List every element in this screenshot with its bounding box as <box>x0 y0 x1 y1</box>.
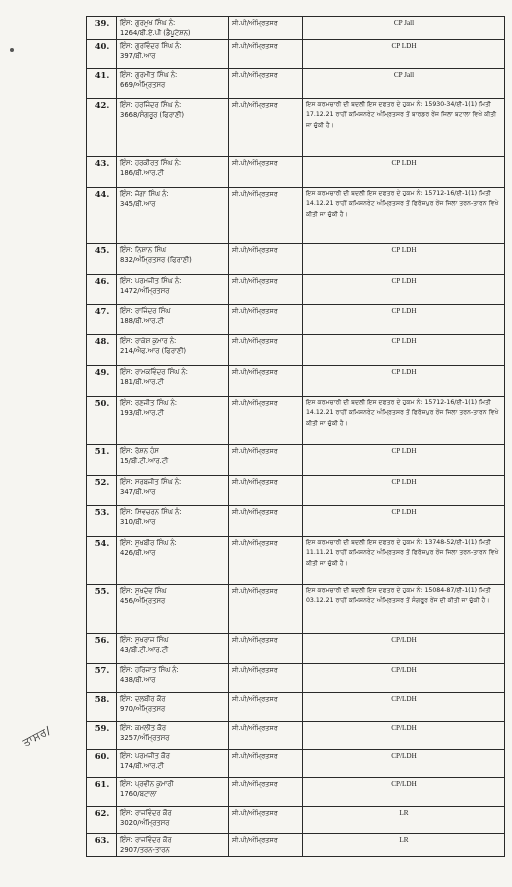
allotted-district: LR <box>303 807 505 834</box>
allotted-district: CP/LDH <box>303 778 505 807</box>
allotted-district: CP/LDH <box>303 664 505 693</box>
posting-cell: ਸੀ.ਪੀ/ਅੰਮ੍ਰਿਤਸਰ <box>229 750 303 778</box>
officer-name-cell <box>117 476 229 506</box>
officer-number: 186/ਬੀ.ਆਰ.ਟੀ <box>120 169 164 177</box>
table-row <box>87 834 505 857</box>
officer-number: 15/ਬੀ.ਟੀ.ਆਰ.ਟੀ <box>120 457 169 465</box>
officer-number: 214/ਐਫ.ਆਰ (ਫਿਰਾਣੀ) <box>120 347 187 355</box>
serial-number: 44. <box>87 188 117 244</box>
posting-cell: ਸੀ.ਪੀ/ਅੰਮ੍ਰਿਤਸਰ <box>229 17 303 40</box>
handwritten-margin-note: ਤਾਸਰ/ <box>20 723 54 750</box>
officer-number: 193/ਬੀ.ਆਰ.ਟੀ <box>120 409 164 417</box>
allotted-district: CP LDH <box>303 506 505 537</box>
serial-number: 54. <box>87 537 117 585</box>
posting-cell: ਸੀ.ਪੀ/ਅੰਮ੍ਰਿਤਸਰ <box>229 305 303 335</box>
table-row <box>87 335 505 366</box>
serial-number: 61. <box>87 778 117 807</box>
allotted-district: CP LDH <box>303 305 505 335</box>
transfer-table-body <box>87 17 505 857</box>
table-row <box>87 807 505 834</box>
officer-name: ਇੰਸ: ਹਰਿਜਾਤ ਸਿੰਘ ਨੰ: <box>120 666 179 674</box>
table-row <box>87 585 505 634</box>
officer-name-cell <box>117 366 229 397</box>
officer-name-cell <box>117 244 229 275</box>
officer-number: 181/ਬੀ.ਆਰ.ਟੀ <box>120 378 164 386</box>
officer-name-cell <box>117 664 229 693</box>
officer-name-cell <box>117 693 229 722</box>
posting-cell: ਸੀ.ਪੀ/ਅੰਮ੍ਰਿਤਸਰ <box>229 506 303 537</box>
posting-cell: ਸੀ.ਪੀ/ਅੰਮ੍ਰਿਤਸਰ <box>229 778 303 807</box>
officer-name-cell <box>117 335 229 366</box>
transfer-remark: ਇਸ ਕਰਮਚਾਰੀ ਦੀ ਬਦਲੀ ਇਸ ਦਫਤਰ ਦੇ ਹੁਕਮ ਨੰ: 15930-34/ਈ-1(1) ਮਿਤੀ 17.12.21 ਰਾਹੀਂ ਕਮਿਸ਼ਨਰੇਟ ਅੰਮ੍ਰਿਤਸਰ ਤੋਂ ਬਾਰਡਰ ਰੇਂਜ ਜਿਲਾ ਬਟਾਲਾ ਵਿਖੇ ਕੀਤੀ ਜਾ ਚੁੱਕੀ ਹੈ। <box>303 99 505 157</box>
table-row <box>87 397 505 445</box>
officer-name: ਇੰਸ: ਗੁਰਮੁਖ ਸਿੰਘ ਨੰ: <box>120 19 176 27</box>
officer-name: ਇੰਸ: ਸੁਖਦੇਵ ਸਿੰਘ <box>120 587 167 595</box>
posting-cell: ਸੀ.ਪੀ/ਅੰਮ੍ਰਿਤਸਰ <box>229 537 303 585</box>
posting-cell: ਸੀ.ਪੀ/ਅੰਮ੍ਰਿਤਸਰ <box>229 585 303 634</box>
serial-number: 49. <box>87 366 117 397</box>
table-row <box>87 99 505 157</box>
posting-cell: ਸੀ.ਪੀ/ਅੰਮ੍ਰਿਤਸਰ <box>229 188 303 244</box>
allotted-district: CP LDH <box>303 335 505 366</box>
posting-cell: ਸੀ.ਪੀ/ਅੰਮ੍ਰਿਤਸਰ <box>229 275 303 305</box>
posting-cell: ਸੀ.ਪੀ/ਅੰਮ੍ਰਿਤਸਰ <box>229 335 303 366</box>
serial-number: 46. <box>87 275 117 305</box>
officer-name: ਇੰਸ: ਸੁਖਬੀਰ ਸਿੰਘ ਨੰ: <box>120 539 177 547</box>
officer-name: ਇੰਸ: ਰਾਜਵਿੰਦਰ ਕੌਰ <box>120 809 172 817</box>
serial-number: 40. <box>87 40 117 69</box>
officer-number: 43/ਬੀ.ਟੀ.ਆਰ.ਟੀ <box>120 646 169 654</box>
table-row <box>87 40 505 69</box>
officer-number: 347/ਬੀ.ਆਰ <box>120 488 156 496</box>
officer-name-cell <box>117 397 229 445</box>
posting-cell: ਸੀ.ਪੀ/ਅੰਮ੍ਰਿਤਸਰ <box>229 69 303 99</box>
officer-name-cell <box>117 445 229 476</box>
officer-name-cell <box>117 537 229 585</box>
table-row <box>87 750 505 778</box>
table-row <box>87 305 505 335</box>
posting-cell: ਸੀ.ਪੀ/ਅੰਮ੍ਰਿਤਸਰ <box>229 157 303 188</box>
allotted-district: CP LDH <box>303 40 505 69</box>
serial-number: 62. <box>87 807 117 834</box>
officer-name-cell <box>117 69 229 99</box>
officer-number: 397/ਬੀ.ਆਰ <box>120 52 156 60</box>
officer-name-cell <box>117 834 229 857</box>
officer-number: 3668/ਸੰਗਰੂਰ (ਫਿਰਾਣੀ) <box>120 111 184 119</box>
posting-cell: ਸੀ.ਪੀ/ਅੰਮ੍ਰਿਤਸਰ <box>229 476 303 506</box>
posting-cell: ਸੀ.ਪੀ/ਅੰਮ੍ਰਿਤਸਰ <box>229 99 303 157</box>
allotted-district: CP/LDH <box>303 722 505 750</box>
officer-name-cell <box>117 506 229 537</box>
serial-number: 60. <box>87 750 117 778</box>
table-row <box>87 664 505 693</box>
posting-cell: ਸੀ.ਪੀ/ਅੰਮ੍ਰਿਤਸਰ <box>229 807 303 834</box>
table-row <box>87 693 505 722</box>
posting-cell: ਸੀ.ਪੀ/ਅੰਮ੍ਰਿਤਸਰ <box>229 445 303 476</box>
transfer-remark: ਇਸ ਕਰਮਚਾਰੀ ਦੀ ਬਦਲੀ ਇਸ ਦਫਤਰ ਦੇ ਹੁਕਮ ਨੰ: 15712-16/ਈ-1(1) ਮਿਤੀ 14.12.21 ਰਾਹੀਂ ਕਮਿਸ਼ਨਰੇਟ ਅੰਮ੍ਰਿਤਸਰ ਤੋਂ ਫਿਰੋਜ਼ਪੁਰ ਰੇਂਜ ਜਿਲਾ ਤਰਨ-ਤਾਰਨ ਵਿਖੇ ਕੀਤੀ ਜਾ ਚੁੱਕੀ ਹੈ। <box>303 188 505 244</box>
serial-number: 47. <box>87 305 117 335</box>
officer-name: ਇੰਸ: ਜੋਗਾ ਸਿੰਘ ਨੰ: <box>120 190 169 198</box>
table-row <box>87 188 505 244</box>
officer-name: ਇੰਸ: ਰਾਕੇਸ਼ ਕੁਮਾਰ ਨੰ: <box>120 337 177 345</box>
officer-number: 3257/ਅੰਮ੍ਰਿਤਸਰ <box>120 734 170 742</box>
serial-number: 51. <box>87 445 117 476</box>
officer-name: ਇੰਸ: ਪਰਮਜੀਤ ਕੌਰ <box>120 752 170 760</box>
officer-name: ਇੰਸ: ਗੁਰਮੀਤ ਸਿੰਘ ਨੰ: <box>120 71 178 79</box>
officer-name-cell <box>117 157 229 188</box>
serial-number: 58. <box>87 693 117 722</box>
officer-number: 1760/ਬਟਾਲਾ <box>120 790 157 798</box>
officer-name: ਇੰਸ: ਗੁਰਵਿੰਦਰ ਸਿੰਘ ਨੰ: <box>120 42 182 50</box>
serial-number: 63. <box>87 834 117 857</box>
allotted-district: CP LDH <box>303 275 505 305</box>
officer-number: 426/ਬੀ.ਆਰ <box>120 549 156 557</box>
posting-cell: ਸੀ.ਪੀ/ਅੰਮ੍ਰਿਤਸਰ <box>229 693 303 722</box>
officer-number: 1264/ਬੀ.ਏ.ਪੀ (ਡੈਪੂਟੇਸ਼ਨ) <box>120 29 191 37</box>
allotted-district: CP LDH <box>303 445 505 476</box>
officer-number: 345/ਬੀ.ਆਰ <box>120 200 156 208</box>
posting-cell: ਸੀ.ਪੀ/ਅੰਮ੍ਰਿਤਸਰ <box>229 397 303 445</box>
transfer-table <box>86 16 505 857</box>
transfer-remark: ਇਸ ਕਰਮਚਾਰੀ ਦੀ ਬਦਲੀ ਇਸ ਦਫਤਰ ਦੇ ਹੁਕਮ ਨੰ: 15084-87/ਈ-1(1) ਮਿਤੀ 03.12.21 ਰਾਹੀਂ ਕਮਿਸ਼ਨਰੇਟ ਅੰਮ੍ਰਿਤਸਰ ਤੋਂ ਸੰਗਰੂਰ ਰੇਂਜ ਦੀ ਕੀਤੀ ਜਾ ਚੁੱਕੀ ਹੈ। <box>303 585 505 634</box>
officer-name: ਇੰਸ: ਰਾਜਿੰਦਰ ਸਿੰਘ <box>120 307 171 315</box>
officer-name: ਇੰਸ: ਸਰਬਜੀਤ ਸਿੰਘ ਨੰ: <box>120 478 182 486</box>
officer-name-cell <box>117 585 229 634</box>
table-row <box>87 157 505 188</box>
serial-number: 41. <box>87 69 117 99</box>
table-row <box>87 634 505 664</box>
officer-name: ਇੰਸ: ਸਿਵਚਰਨ ਸਿੰਘ ਨੰ: <box>120 508 182 516</box>
table-row <box>87 506 505 537</box>
officer-number: 970/ਅੰਮ੍ਰਿਤਸਰ <box>120 705 166 713</box>
officer-name: ਇੰਸ: ਹਰਕੀਰਤ ਸਿੰਘ ਨੰ: <box>120 159 182 167</box>
transfer-remark: ਇਸ ਕਰਮਚਾਰੀ ਦੀ ਬਦਲੀ ਇਸ ਦਫਤਰ ਦੇ ਹੁਕਮ ਨੰ: 13748-52/ਈ-1(1) ਮਿਤੀ 11.11.21 ਰਾਹੀਂ ਕਮਿਸ਼ਨਰੇਟ ਅੰਮ੍ਰਿਤਸਰ ਤੋਂ ਫਿਰੋਜ਼ਪੁਰ ਰੇਂਜ ਜਿਲਾ ਤਰਨ-ਤਾਰਨ ਵਿਖੇ ਕੀਤੀ ਜਾ ਚੁੱਕੀ ਹੈ। <box>303 537 505 585</box>
serial-number: 43. <box>87 157 117 188</box>
officer-name-cell <box>117 305 229 335</box>
margin-dot <box>10 48 14 52</box>
officer-number: 438/ਬੀ.ਆਰ <box>120 676 156 684</box>
officer-name: ਇੰਸ: ਕਮਲੀਤ ਕੌਰ <box>120 724 166 732</box>
officer-name: ਇੰਸ: ਰਾਮਕਵਿੰਦਰ ਸਿੰਘ ਨੰ: <box>120 368 188 376</box>
officer-number: 1472/ਅੰਮ੍ਰਿਤਸਰ <box>120 287 170 295</box>
officer-name: ਇੰਸ: ਸੁਖਰਾਜ ਸਿੰਘ <box>120 636 169 644</box>
officer-name-cell <box>117 188 229 244</box>
allotted-district: CP LDH <box>303 157 505 188</box>
officer-name-cell <box>117 807 229 834</box>
serial-number: 52. <box>87 476 117 506</box>
allotted-district: CP LDH <box>303 244 505 275</box>
officer-number: 669/ਅੰਮ੍ਰਿਤਸਰ <box>120 81 166 89</box>
officer-name-cell <box>117 750 229 778</box>
serial-number: 53. <box>87 506 117 537</box>
allotted-district: CP Jall <box>303 17 505 40</box>
posting-cell: ਸੀ.ਪੀ/ਅੰਮ੍ਰਿਤਸਰ <box>229 722 303 750</box>
posting-cell: ਸੀ.ਪੀ/ਅੰਮ੍ਰਿਤਸਰ <box>229 664 303 693</box>
officer-number: 188/ਬੀ.ਆਰ.ਟੀ <box>120 317 164 325</box>
table-row <box>87 275 505 305</box>
allotted-district: CP/LDH <box>303 750 505 778</box>
serial-number: 45. <box>87 244 117 275</box>
posting-cell: ਸੀ.ਪੀ/ਅੰਮ੍ਰਿਤਸਰ <box>229 634 303 664</box>
table-row <box>87 445 505 476</box>
allotted-district: LR <box>303 834 505 857</box>
table-row <box>87 537 505 585</box>
serial-number: 48. <box>87 335 117 366</box>
table-row <box>87 722 505 750</box>
officer-name-cell <box>117 778 229 807</box>
officer-name-cell <box>117 275 229 305</box>
table-row <box>87 69 505 99</box>
serial-number: 39. <box>87 17 117 40</box>
table-row <box>87 366 505 397</box>
officer-number: 832/ਅੰਮ੍ਰਿਤਸਰ (ਫਿਰਾਣੀ) <box>120 256 192 264</box>
serial-number: 57. <box>87 664 117 693</box>
officer-number: 3020/ਅੰਮ੍ਰਿਤਸਰ <box>120 819 170 827</box>
posting-cell: ਸੀ.ਪੀ/ਅੰਮ੍ਰਿਤਸਰ <box>229 366 303 397</box>
allotted-district: CP/LDH <box>303 634 505 664</box>
officer-name-cell <box>117 17 229 40</box>
posting-cell: ਸੀ.ਪੀ/ਅੰਮ੍ਰਿਤਸਰ <box>229 244 303 275</box>
officer-number: 2907/ਤਰਨ-ਤਾਰਨ <box>120 846 170 854</box>
table-row <box>87 476 505 506</box>
officer-number: 174/ਬੀ.ਆਰ.ਟੀ <box>120 762 164 770</box>
officer-name: ਇੰਸ: ਰਾਜਵਿੰਦਰ ਕੌਰ <box>120 836 172 844</box>
allotted-district: CP Jall <box>303 69 505 99</box>
officer-name: ਇੰਸ: ਰੋਸ਼ਨ ਹੰਸ <box>120 447 159 455</box>
table-row <box>87 244 505 275</box>
officer-number: 456/ਅੰਮ੍ਰਿਤਸਰ <box>120 597 166 605</box>
serial-number: 42. <box>87 99 117 157</box>
officer-name: ਇੰਸ: ਦਲਬੀਰ ਕੌਰ <box>120 695 166 703</box>
serial-number: 59. <box>87 722 117 750</box>
officer-number: 310/ਬੀ.ਆਰ <box>120 518 156 526</box>
serial-number: 50. <box>87 397 117 445</box>
posting-cell: ਸੀ.ਪੀ/ਅੰਮ੍ਰਿਤਸਰ <box>229 40 303 69</box>
allotted-district: CP LDH <box>303 366 505 397</box>
officer-name-cell <box>117 40 229 69</box>
officer-name: ਇੰਸ: ਹਰਜਿੰਦਰ ਸਿੰਘ ਨੰ: <box>120 101 182 109</box>
posting-cell: ਸੀ.ਪੀ/ਅੰਮ੍ਰਿਤਸਰ <box>229 834 303 857</box>
officer-name-cell <box>117 99 229 157</box>
allotted-district: CP LDH <box>303 476 505 506</box>
serial-number: 55. <box>87 585 117 634</box>
officer-name: ਇੰਸ: ਪ੍ਰਵੀਨ ਕੁਮਾਰੀ <box>120 780 174 788</box>
transfer-remark: ਇਸ ਕਰਮਚਾਰੀ ਦੀ ਬਦਲੀ ਇਸ ਦਫਤਰ ਦੇ ਹੁਕਮ ਨੰ: 15712-16/ਈ-1(1) ਮਿਤੀ 14.12.21 ਰਾਹੀਂ ਕਮਿਸ਼ਨਰੇਟ ਅੰਮ੍ਰਿਤਸਰ ਤੋਂ ਫਿਰੋਜ਼ਪੁਰ ਰੇਂਜ ਜਿਲਾ ਤਰਨ-ਤਾਰਨ ਵਿਖੇ ਕੀਤੀ ਜਾ ਚੁੱਕੀ ਹੈ। <box>303 397 505 445</box>
officer-name-cell <box>117 634 229 664</box>
officer-name-cell <box>117 722 229 750</box>
serial-number: 56. <box>87 634 117 664</box>
table-row <box>87 17 505 40</box>
officer-name: ਇੰਸ: ਨਿਸ਼ਾਨ ਸਿੰਘ <box>120 246 166 254</box>
officer-name: ਇੰਸ: ਰਣਜੀਤ ਸਿੰਘ ਨੰ: <box>120 399 177 407</box>
allotted-district: CP/LDH <box>303 693 505 722</box>
officer-name: ਇੰਸ: ਪਰਮਜੀਤ ਸਿੰਘ ਨੰ: <box>120 277 182 285</box>
table-row <box>87 778 505 807</box>
